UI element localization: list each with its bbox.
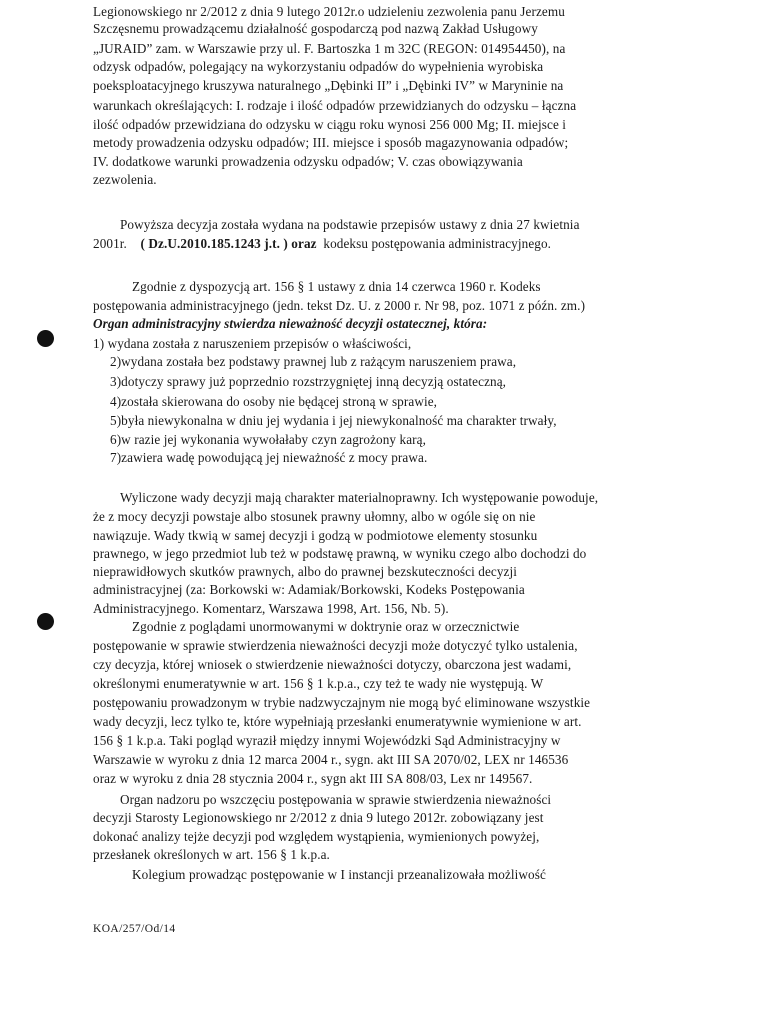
text-line: warunkach określających: I. rodzaje i ilość odpadów przewidzianych do odzysku – łączna (93, 98, 577, 113)
text-span: kodeksu postępowania administracyjnego. (323, 236, 552, 251)
list-item: 7)zawiera wadę powodującą jej nieważność z mocy prawa. (110, 450, 428, 465)
text-line: IV. dodatkowe warunki prowadzenia odzysku odpadów; V. czas obowiązywania (93, 154, 523, 169)
text-line: Powyższa decyzja została wydana na podstawie przepisów ustawy z dnia 27 kwietnia (120, 217, 580, 232)
text-line: odzysk odpadów, polegający na wykorzystaniu odpadów do wypełnienia wyrobiska (93, 59, 544, 74)
list-item: 5)była niewykonalna w dniu jej wydania i jej niewykonalność ma charakter trwały, (110, 413, 557, 428)
list-item: 1) wydana została z naruszeniem przepisów o właściwości, (93, 336, 412, 351)
text-line: że z mocy decyzji powstaje albo stosunek prawny ułomny, albo w ogóle się on nie (93, 509, 536, 524)
text-line: przesłanek określonych w art. 156 § 1 k.p.a. (93, 847, 330, 862)
list-item: 4)została skierowana do osoby nie będącej stroną w sprawie, (110, 394, 438, 409)
text-line: Warszawie w wyroku z dnia 12 marca 2004 r., sygn. akt III SA 2070/02, LEX nr 146536 (93, 752, 569, 767)
text-line: wady decyzji, lecz tylko te, które wypełniają przesłanki enumeratywnie wymienione w art. (93, 714, 582, 729)
text-line: ilość odpadów przewidziana do odzysku w ciągu roku wynosi 256 000 Mg; II. miejsce i (93, 117, 567, 132)
text-line: Legionowskiego nr 2/2012 z dnia 9 lutego 2012r.o udzieleniu zezwolenia panu Jerzemu (93, 4, 565, 19)
text-line: Zgodnie z poglądami unormowanymi w doktrynie oraz w orzecznictwie (132, 619, 520, 634)
text-line: metody prowadzenia odzysku odpadów; III. miejsce i sposób magazynowania odpadów; (93, 135, 569, 150)
list-item: 2)wydana została bez podstawy prawnej lub z rażącym naruszeniem prawa, (110, 354, 517, 369)
text-line: poeksploatacyjnego kruszywa naturalnego „Dębinki II” i „Dębinki IV” w Maryninie na (93, 78, 564, 93)
text-line: decyzji Starosty Legionowskiego nr 2/2012 z dnia 9 lutego 2012r. zobowiązany jest (93, 810, 544, 825)
text-line: nieprawidłowych skutków prawnych, albo do prawnej bezskuteczności decyzji (93, 564, 518, 579)
text-line: Zgodnie z dyspozycją art. 156 § 1 ustawy z dnia 14 czerwca 1960 r. Kodeks (132, 279, 541, 294)
text-line: postępowaniu prowadzonym w trybie nadzwyczajnym nie mogą być eliminowane wszystkie (93, 695, 591, 710)
document-reference: KOA/257/Od/14 (93, 923, 176, 935)
text-line: zezwolenia. (93, 172, 157, 187)
emphasis-heading: Organ administracyjny stwierdza nieważność decyzji ostatecznej, która: (93, 316, 488, 331)
text-line: Kolegium prowadząc postępowanie w I instancji przeanalizowała możliwość (132, 867, 546, 882)
text-line: określonymi enumeratywnie w art. 156 § 1 k.p.a., czy też te wady nie występują. W (93, 676, 544, 691)
list-item: 3)dotyczy sprawy już poprzednio rozstrzygniętej inną decyzją ostateczną, (110, 374, 507, 389)
text-line: „JURAID” zam. w Warszawie przy ul. F. Bartoszka 1 m 32C (REGON: 014954450), na (93, 41, 566, 56)
text-line: Administracyjnego. Komentarz, Warszawa 1998, Art. 156, Nb. 5). (93, 601, 449, 616)
legal-reference: ( Dz.U.2010.185.1243 j.t. ) oraz (140, 236, 317, 251)
text-line: nawiązuje. Wady tkwią w samej decyzji i godzą w podmiotowe elementy stosunku (93, 528, 538, 543)
text-line: administracyjnej (za: Borkowski w: Adamiak/Borkowski, Kodeks Postępowania (93, 582, 525, 597)
punch-hole-icon (37, 330, 54, 347)
text-line: Szczęsnemu prowadzącemu działalność gospodarczą pod nazwą Zakład Usługowy (93, 21, 538, 36)
text-line (93, 235, 551, 252)
text-line: dokonać analizy tejże decyzji pod względem wystąpienia, wymienionych powyżej, (93, 829, 540, 844)
text-line: czy decyzja, której wniosek o stwierdzenie nieważności dotyczy, obarczona jest wadami, (93, 657, 572, 672)
text-line: 156 § 1 k.p.a. Taki pogląd wyraził między innymi Wojewódzki Sąd Administracyjny w (93, 733, 561, 748)
text-line: postępowanie w sprawie stwierdzenia nieważności decyzji może dotyczyć tylko ustalenia, (93, 638, 578, 653)
text-span: 2001r. (93, 236, 127, 251)
list-item: 6)w razie jej wykonania wywołałaby czyn zagrożony karą, (110, 432, 427, 447)
punch-hole-icon (37, 613, 54, 630)
text-line: prawnego, w jego przedmiot lub też w podstawę prawną, w wyniku czego albo dochodzi do (93, 546, 587, 561)
text-line: oraz w wyroku z dnia 28 stycznia 2004 r., sygn akt III SA 808/03, Lex nr 149567. (93, 771, 533, 786)
text-line: postępowania administracyjnego (jedn. tekst Dz. U. z 2000 r. Nr 98, poz. 1071 z późn. zm.) (93, 298, 586, 313)
text-line: Organ nadzoru po wszczęciu postępowania w sprawie stwierdzenia nieważności (120, 792, 552, 807)
text-line: Wyliczone wady decyzji mają charakter materialnoprawny. Ich występowanie powoduje, (120, 490, 599, 505)
